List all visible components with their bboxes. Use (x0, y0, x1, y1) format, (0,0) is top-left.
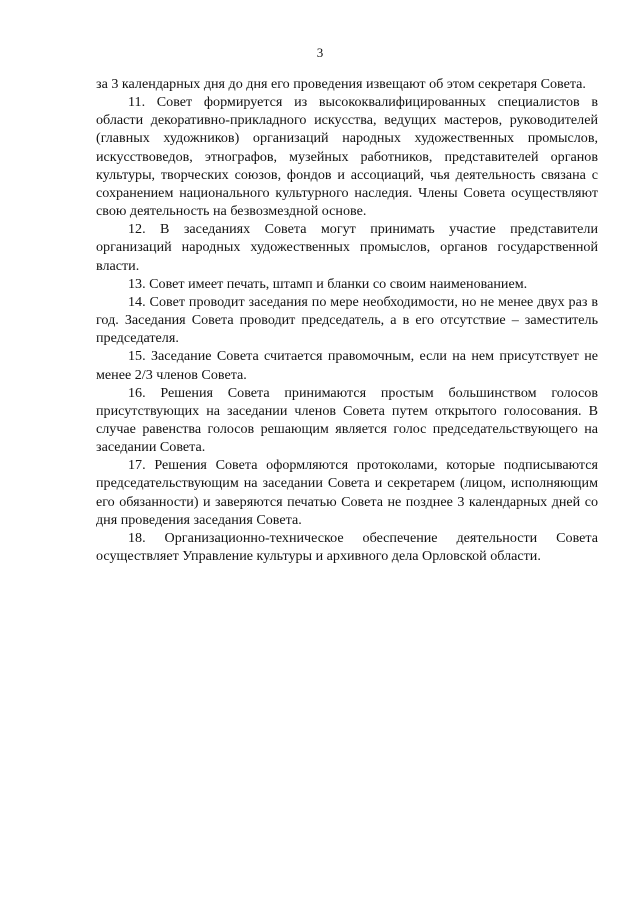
paragraph-16-decisions-voting: 16. Решения Совета принимаются простым большинством голосов присутствующих на заседании членов Совета путем открытого голосования. В случае равенства голосов решающим является голос председательствующего на заседании Совета. (96, 384, 598, 456)
paragraph-17-protocols: 17. Решения Совета оформляются протоколами, которые подписываются председательствующим на заседании Совета и секретарем (лицом, исполняющим его обязанности) и заверяются печатью Совета не позднее 3 календарных дней со дня проведения заседания Совета. (96, 457, 598, 528)
paragraph-15-quorum: 15. Заседание Совета считается правомочным, если на нем присутствует не менее 2/3 членов Совета. (96, 348, 598, 383)
document-body (96, 75, 598, 565)
paragraph-13-seal-and-stamp: 13. Совет имеет печать, штамп и бланки со своим наименованием. (128, 275, 528, 292)
paragraph-continuation: за 3 календарных дня до дня его проведения извещают об этом секретаря Совета. (96, 76, 586, 92)
paragraph-18-organizational-support: 18. Организационно-техническое обеспечение деятельности Совета осуществляет Управление культуры и архивного дела Орловской области. (96, 529, 598, 565)
paragraph-14-meeting-frequency: 14. Совет проводит заседания по мере необходимости, но не менее двух раз в год. Заседания Совета проводит председатель, а в его отсутствие – заместитель председателя. (96, 293, 598, 347)
paragraph-11-council-formation: 11. Совет формируется из высококвалифицированных специалистов в области декоративно-прикладного искусства, ведущих мастеров, руководителей (главных художников) организаций народных художественных промыслов, искусствоведов, этнографов, музейных работников, представителей органов культуры, творческих союзов, фондов и ассоциаций, чья деятельность связана с сохранением национального культурного наследия. Члены Совета осуществляют свою деятельность на безвозмездной основе. (96, 94, 598, 220)
page-number: 3 (316, 45, 324, 60)
paragraph-12-meeting-participants: 12. В заседаниях Совета могут принимать участие представители организаций народных художественных промыслов, органов государственной власти. (96, 221, 598, 274)
